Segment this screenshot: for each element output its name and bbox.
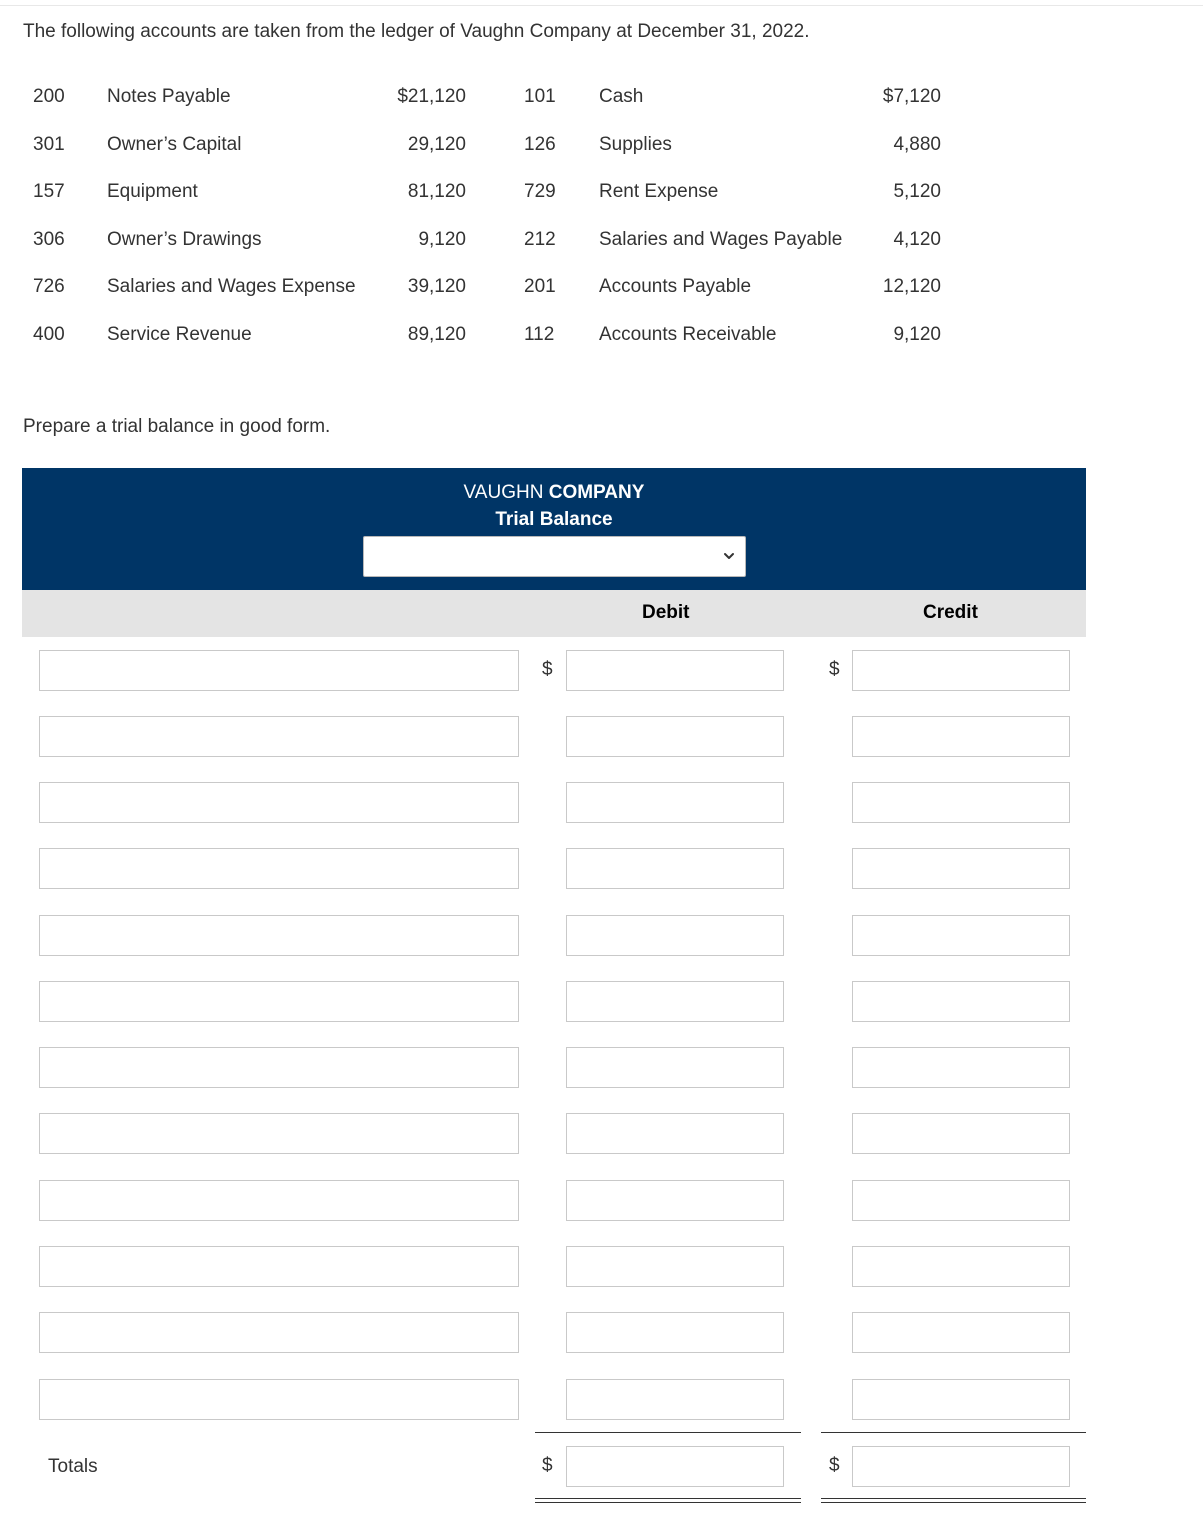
account-amount: $7,120 [882,86,941,107]
account-number: 112 [524,323,555,345]
debit-double-rule-2 [535,1502,801,1503]
account-name: Equipment [107,181,198,202]
intro-text: The following accounts are taken from the ledger of Vaughn Company at December 31, 2022. [23,21,810,42]
ledger-row [0,167,1203,215]
account-name: Supplies [599,133,672,155]
credit-input[interactable] [852,981,1070,1022]
trial-balance-row [0,981,1203,1023]
account-amount: 89,120 [407,323,466,345]
credit-input[interactable] [852,1379,1070,1420]
credit-input[interactable] [852,848,1070,889]
credit-input[interactable] [852,1047,1070,1088]
company-name: VAUGHN COMPANY [463,482,645,503]
account-name-input[interactable] [39,1379,519,1420]
ledger-row [0,310,1203,358]
account-amount: 39,120 [407,276,466,297]
account-number: 101 [524,86,556,107]
debit-input[interactable] [566,1379,784,1420]
debit-input[interactable] [566,1246,784,1287]
instruction-text: Prepare a trial balance in good form. [23,416,331,437]
credit-input[interactable] [852,650,1070,691]
account-name: Accounts Payable [599,276,752,297]
account-name: Salaries and Wages Payable [599,228,843,250]
account-name-input[interactable] [39,716,519,757]
credit-input[interactable] [852,716,1070,757]
credit-input[interactable] [852,915,1070,956]
account-number: 306 [33,228,65,250]
debit-input[interactable] [566,1113,784,1154]
account-name: Service Revenue [107,323,252,345]
account-amount: 5,120 [893,181,941,202]
account-amount: 9,120 [893,323,941,345]
totals-debit-input[interactable] [566,1446,784,1487]
statement-title: Trial Balance [495,509,613,530]
credit-currency: $ [829,659,840,680]
trial-balance-row [0,782,1203,824]
account-number: 212 [524,228,556,250]
trial-balance-row [0,1047,1203,1089]
account-name-input[interactable] [39,1047,519,1088]
account-name-input[interactable] [39,1113,519,1154]
credit-input[interactable] [852,1312,1070,1353]
debit-input[interactable] [566,1180,784,1221]
account-name-input[interactable] [39,650,519,691]
trial-balance-row [0,915,1203,957]
account-name-input[interactable] [39,1312,519,1353]
credit-input[interactable] [852,1246,1070,1287]
account-number: 126 [524,133,556,155]
account-amount: 12,120 [882,276,941,297]
trial-balance-row [0,1312,1203,1354]
account-amount: 9,120 [418,228,466,250]
credit-input[interactable] [852,782,1070,823]
debit-input[interactable] [566,848,784,889]
totals-credit-input[interactable] [852,1446,1070,1487]
debit-input[interactable] [566,782,784,823]
credit-input[interactable] [852,1180,1070,1221]
totals-credit-currency: $ [829,1455,840,1476]
debit-input[interactable] [566,915,784,956]
account-name-input[interactable] [39,1246,519,1287]
trial-balance-row [0,716,1203,758]
account-name-input[interactable] [39,848,519,889]
trial-balance-row [0,1113,1203,1155]
debit-input[interactable] [566,1312,784,1353]
trial-balance-row [0,848,1203,890]
ledger-row [0,215,1203,263]
column-headers [22,590,1086,637]
credit-header: Credit [923,602,978,623]
debit-input[interactable] [566,1047,784,1088]
totals-debit-currency: $ [542,1455,553,1476]
top-divider [0,5,1203,6]
account-name: Salaries and Wages Expense [107,276,356,297]
trial-balance-row [0,1246,1203,1288]
credit-double-rule-1 [821,1498,1086,1499]
account-number: 201 [524,276,556,297]
debit-input[interactable] [566,716,784,757]
account-name: Cash [599,86,644,107]
account-amount: $21,120 [397,86,466,107]
account-number: 726 [33,276,65,297]
account-name: Accounts Receivable [599,323,777,345]
ledger-row [0,262,1203,310]
trial-balance-header [22,468,1086,590]
account-amount: 4,880 [893,133,941,155]
account-amount: 81,120 [407,181,466,202]
credit-input[interactable] [852,1113,1070,1154]
ledger-row [0,72,1203,120]
account-name-input[interactable] [39,981,519,1022]
debit-input[interactable] [566,650,784,691]
account-name: Owner’s Capital [107,133,242,155]
ledger-row [0,120,1203,168]
credit-subtotal-rule [821,1432,1086,1433]
account-number: 200 [33,86,65,107]
credit-double-rule-2 [821,1502,1086,1503]
account-number: 400 [33,323,65,345]
account-number: 157 [33,181,65,202]
chevron-down-icon [722,549,736,563]
date-select[interactable] [363,536,746,577]
debit-currency: $ [542,659,553,680]
totals-row [0,1446,1203,1488]
trial-balance-row [0,1180,1203,1222]
debit-input[interactable] [566,981,784,1022]
account-name-input[interactable] [39,1180,519,1221]
account-name-input[interactable] [39,915,519,956]
trial-balance-row [0,650,1203,692]
debit-subtotal-rule [535,1432,801,1433]
account-name: Rent Expense [599,181,719,202]
account-number: 729 [524,181,556,202]
account-amount: 29,120 [407,133,466,155]
debit-double-rule-1 [535,1498,801,1499]
account-name: Notes Payable [107,86,231,107]
trial-balance-row [0,1379,1203,1421]
account-name: Owner’s Drawings [107,228,262,250]
debit-header: Debit [642,602,690,623]
account-number: 301 [33,133,65,155]
account-amount: 4,120 [893,228,941,250]
totals-label: Totals [48,1456,98,1477]
account-name-input[interactable] [39,782,519,823]
